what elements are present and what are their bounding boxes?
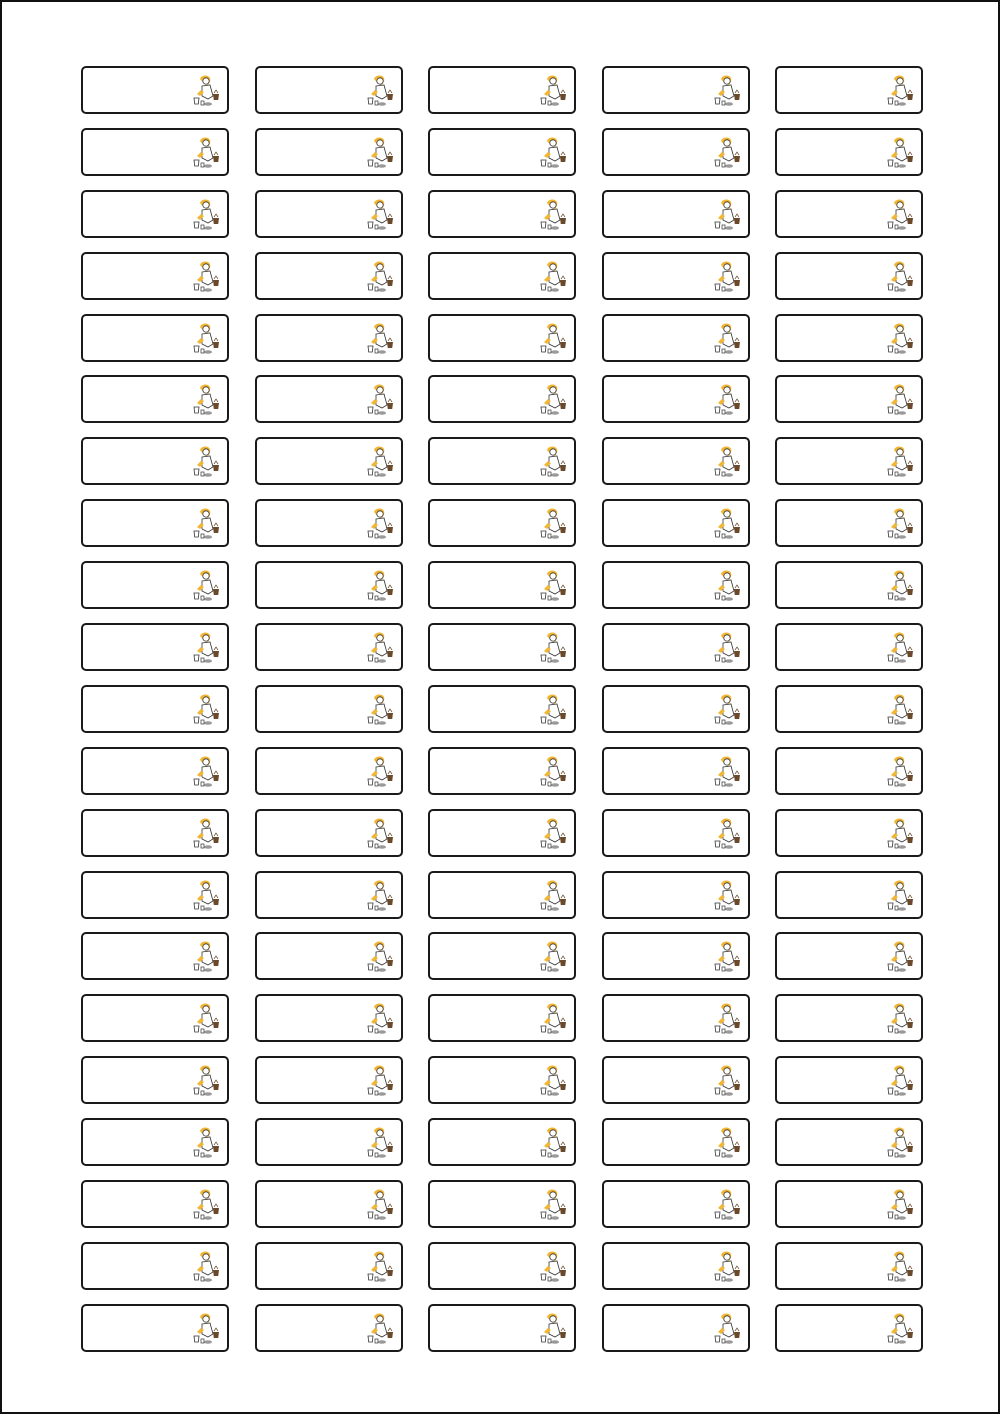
housekeeper-cleaning-icon [885, 74, 915, 108]
housekeeper-cleaning-icon [885, 1126, 915, 1160]
blank-label[interactable] [428, 561, 576, 609]
housekeeper-cleaning-icon [191, 817, 221, 851]
housekeeper-cleaning-icon [365, 631, 395, 665]
blank-label[interactable] [428, 437, 576, 485]
blank-label[interactable] [602, 1118, 750, 1166]
blank-label[interactable] [775, 1180, 923, 1228]
housekeeper-cleaning-icon [365, 569, 395, 603]
housekeeper-cleaning-icon [885, 755, 915, 789]
housekeeper-cleaning-icon [365, 445, 395, 479]
blank-label[interactable] [255, 128, 403, 176]
housekeeper-cleaning-icon [365, 693, 395, 727]
blank-label[interactable] [81, 375, 229, 423]
housekeeper-cleaning-icon [885, 1250, 915, 1284]
blank-label[interactable] [775, 932, 923, 980]
blank-label[interactable] [775, 499, 923, 547]
housekeeper-cleaning-icon [538, 322, 568, 356]
housekeeper-cleaning-icon [538, 1188, 568, 1222]
blank-label[interactable] [81, 871, 229, 919]
blank-label[interactable] [255, 994, 403, 1042]
blank-label[interactable] [81, 1242, 229, 1290]
housekeeper-cleaning-icon [191, 1188, 221, 1222]
housekeeper-cleaning-icon [191, 940, 221, 974]
blank-label[interactable] [775, 1056, 923, 1104]
blank-label[interactable] [255, 1180, 403, 1228]
blank-label[interactable] [81, 66, 229, 114]
blank-label[interactable] [81, 994, 229, 1042]
blank-label[interactable] [428, 932, 576, 980]
blank-label[interactable] [255, 252, 403, 300]
blank-label[interactable] [775, 1242, 923, 1290]
housekeeper-cleaning-icon [365, 198, 395, 232]
housekeeper-cleaning-icon [191, 507, 221, 541]
housekeeper-cleaning-icon [538, 1312, 568, 1346]
blank-label[interactable] [428, 809, 576, 857]
housekeeper-cleaning-icon [885, 1188, 915, 1222]
housekeeper-cleaning-icon [712, 1064, 742, 1098]
blank-label[interactable] [81, 190, 229, 238]
blank-label[interactable] [428, 128, 576, 176]
blank-label[interactable] [255, 685, 403, 733]
blank-label[interactable] [775, 66, 923, 114]
housekeeper-cleaning-icon [191, 693, 221, 727]
housekeeper-cleaning-icon [712, 1250, 742, 1284]
housekeeper-cleaning-icon [885, 940, 915, 974]
housekeeper-cleaning-icon [712, 693, 742, 727]
blank-label[interactable] [81, 809, 229, 857]
housekeeper-cleaning-icon [191, 879, 221, 913]
housekeeper-cleaning-icon [712, 1312, 742, 1346]
blank-label[interactable] [255, 1304, 403, 1352]
blank-label[interactable] [775, 314, 923, 362]
blank-label[interactable] [255, 932, 403, 980]
housekeeper-cleaning-icon [538, 879, 568, 913]
blank-label[interactable] [81, 1056, 229, 1104]
housekeeper-cleaning-icon [712, 322, 742, 356]
blank-label[interactable] [255, 437, 403, 485]
blank-label[interactable] [602, 561, 750, 609]
blank-label[interactable] [775, 685, 923, 733]
blank-label[interactable] [255, 1118, 403, 1166]
housekeeper-cleaning-icon [538, 136, 568, 170]
blank-label[interactable] [255, 809, 403, 857]
housekeeper-cleaning-icon [191, 631, 221, 665]
blank-label[interactable] [428, 747, 576, 795]
housekeeper-cleaning-icon [538, 445, 568, 479]
blank-label[interactable] [602, 66, 750, 114]
blank-label[interactable] [81, 437, 229, 485]
blank-label[interactable] [255, 66, 403, 114]
housekeeper-cleaning-icon [885, 1064, 915, 1098]
blank-label[interactable] [602, 685, 750, 733]
housekeeper-cleaning-icon [538, 1064, 568, 1098]
blank-label[interactable] [428, 1180, 576, 1228]
housekeeper-cleaning-icon [538, 817, 568, 851]
housekeeper-cleaning-icon [885, 322, 915, 356]
housekeeper-cleaning-icon [191, 74, 221, 108]
housekeeper-cleaning-icon [191, 1312, 221, 1346]
housekeeper-cleaning-icon [538, 260, 568, 294]
housekeeper-cleaning-icon [365, 879, 395, 913]
blank-label[interactable] [81, 1118, 229, 1166]
blank-label[interactable] [428, 623, 576, 671]
housekeeper-cleaning-icon [885, 569, 915, 603]
housekeeper-cleaning-icon [885, 198, 915, 232]
blank-label[interactable] [602, 747, 750, 795]
blank-label[interactable] [428, 375, 576, 423]
blank-label[interactable] [255, 1056, 403, 1104]
blank-label[interactable] [775, 871, 923, 919]
housekeeper-cleaning-icon [712, 260, 742, 294]
housekeeper-cleaning-icon [712, 136, 742, 170]
housekeeper-cleaning-icon [885, 693, 915, 727]
blank-label[interactable] [255, 314, 403, 362]
blank-label[interactable] [81, 932, 229, 980]
blank-label[interactable] [255, 747, 403, 795]
housekeeper-cleaning-icon [191, 383, 221, 417]
blank-label[interactable] [775, 994, 923, 1042]
blank-label[interactable] [602, 994, 750, 1042]
blank-label[interactable] [428, 994, 576, 1042]
housekeeper-cleaning-icon [538, 74, 568, 108]
housekeeper-cleaning-icon [885, 507, 915, 541]
blank-label[interactable] [602, 809, 750, 857]
housekeeper-cleaning-icon [885, 817, 915, 851]
blank-label[interactable] [775, 561, 923, 609]
housekeeper-cleaning-icon [885, 136, 915, 170]
blank-label[interactable] [81, 561, 229, 609]
blank-label[interactable] [255, 499, 403, 547]
housekeeper-cleaning-icon [712, 631, 742, 665]
blank-label[interactable] [602, 871, 750, 919]
blank-label[interactable] [428, 1304, 576, 1352]
housekeeper-cleaning-icon [885, 1312, 915, 1346]
blank-label[interactable] [602, 623, 750, 671]
housekeeper-cleaning-icon [365, 260, 395, 294]
housekeeper-cleaning-icon [712, 879, 742, 913]
housekeeper-cleaning-icon [538, 383, 568, 417]
housekeeper-cleaning-icon [365, 817, 395, 851]
blank-label[interactable] [602, 1304, 750, 1352]
housekeeper-cleaning-icon [365, 940, 395, 974]
housekeeper-cleaning-icon [365, 1126, 395, 1160]
blank-label[interactable] [428, 252, 576, 300]
housekeeper-cleaning-icon [365, 507, 395, 541]
housekeeper-cleaning-icon [191, 1064, 221, 1098]
blank-label[interactable] [775, 1304, 923, 1352]
housekeeper-cleaning-icon [712, 1002, 742, 1036]
housekeeper-cleaning-icon [712, 817, 742, 851]
blank-label[interactable] [602, 1180, 750, 1228]
housekeeper-cleaning-icon [191, 322, 221, 356]
housekeeper-cleaning-icon [365, 1064, 395, 1098]
blank-label[interactable] [255, 1242, 403, 1290]
housekeeper-cleaning-icon [712, 74, 742, 108]
housekeeper-cleaning-icon [191, 1250, 221, 1284]
housekeeper-cleaning-icon [365, 1002, 395, 1036]
blank-label[interactable] [775, 375, 923, 423]
housekeeper-cleaning-icon [191, 136, 221, 170]
blank-label[interactable] [775, 747, 923, 795]
blank-label[interactable] [81, 128, 229, 176]
blank-label[interactable] [602, 932, 750, 980]
blank-label[interactable] [428, 1242, 576, 1290]
housekeeper-cleaning-icon [538, 755, 568, 789]
housekeeper-cleaning-icon [365, 74, 395, 108]
housekeeper-cleaning-icon [538, 507, 568, 541]
blank-label[interactable] [255, 561, 403, 609]
housekeeper-cleaning-icon [365, 322, 395, 356]
blank-label[interactable] [775, 623, 923, 671]
housekeeper-cleaning-icon [538, 1002, 568, 1036]
blank-label[interactable] [602, 499, 750, 547]
blank-label[interactable] [602, 437, 750, 485]
housekeeper-cleaning-icon [712, 1126, 742, 1160]
blank-label[interactable] [255, 623, 403, 671]
housekeeper-cleaning-icon [712, 1188, 742, 1222]
blank-label[interactable] [81, 623, 229, 671]
blank-label[interactable] [602, 375, 750, 423]
housekeeper-cleaning-icon [538, 1126, 568, 1160]
housekeeper-cleaning-icon [191, 445, 221, 479]
housekeeper-cleaning-icon [191, 569, 221, 603]
housekeeper-cleaning-icon [191, 198, 221, 232]
blank-label[interactable] [428, 1056, 576, 1104]
blank-label[interactable] [602, 128, 750, 176]
housekeeper-cleaning-icon [365, 1312, 395, 1346]
housekeeper-cleaning-icon [712, 569, 742, 603]
housekeeper-cleaning-icon [712, 445, 742, 479]
blank-label[interactable] [81, 252, 229, 300]
blank-label[interactable] [602, 1242, 750, 1290]
housekeeper-cleaning-icon [538, 1250, 568, 1284]
housekeeper-cleaning-icon [191, 260, 221, 294]
blank-label[interactable] [602, 190, 750, 238]
housekeeper-cleaning-icon [365, 383, 395, 417]
blank-label[interactable] [81, 499, 229, 547]
housekeeper-cleaning-icon [538, 940, 568, 974]
housekeeper-cleaning-icon [538, 693, 568, 727]
blank-label[interactable] [775, 437, 923, 485]
label-grid [81, 66, 923, 1352]
housekeeper-cleaning-icon [712, 755, 742, 789]
housekeeper-cleaning-icon [538, 198, 568, 232]
blank-label[interactable] [428, 871, 576, 919]
blank-label[interactable] [81, 1180, 229, 1228]
blank-label[interactable] [602, 252, 750, 300]
housekeeper-cleaning-icon [538, 631, 568, 665]
blank-label[interactable] [428, 1118, 576, 1166]
blank-label[interactable] [775, 128, 923, 176]
housekeeper-cleaning-icon [365, 1250, 395, 1284]
housekeeper-cleaning-icon [191, 1126, 221, 1160]
housekeeper-cleaning-icon [885, 1002, 915, 1036]
housekeeper-cleaning-icon [365, 755, 395, 789]
housekeeper-cleaning-icon [885, 879, 915, 913]
blank-label[interactable] [602, 1056, 750, 1104]
housekeeper-cleaning-icon [365, 136, 395, 170]
blank-label[interactable] [428, 685, 576, 733]
blank-label[interactable] [255, 190, 403, 238]
housekeeper-cleaning-icon [885, 631, 915, 665]
housekeeper-cleaning-icon [712, 507, 742, 541]
blank-label[interactable] [428, 66, 576, 114]
blank-label[interactable] [428, 190, 576, 238]
blank-label[interactable] [775, 190, 923, 238]
housekeeper-cleaning-icon [712, 198, 742, 232]
blank-label[interactable] [775, 1118, 923, 1166]
blank-label[interactable] [775, 809, 923, 857]
blank-label[interactable] [428, 499, 576, 547]
housekeeper-cleaning-icon [191, 1002, 221, 1036]
blank-label[interactable] [81, 1304, 229, 1352]
housekeeper-cleaning-icon [885, 260, 915, 294]
blank-label[interactable] [255, 375, 403, 423]
housekeeper-cleaning-icon [365, 1188, 395, 1222]
blank-label[interactable] [255, 871, 403, 919]
housekeeper-cleaning-icon [885, 383, 915, 417]
blank-label[interactable] [81, 314, 229, 362]
blank-label[interactable] [81, 685, 229, 733]
housekeeper-cleaning-icon [712, 383, 742, 417]
housekeeper-cleaning-icon [538, 569, 568, 603]
housekeeper-cleaning-icon [191, 755, 221, 789]
blank-label[interactable] [81, 747, 229, 795]
blank-label[interactable] [775, 252, 923, 300]
blank-label[interactable] [602, 314, 750, 362]
housekeeper-cleaning-icon [885, 445, 915, 479]
housekeeper-cleaning-icon [712, 940, 742, 974]
blank-label[interactable] [428, 314, 576, 362]
